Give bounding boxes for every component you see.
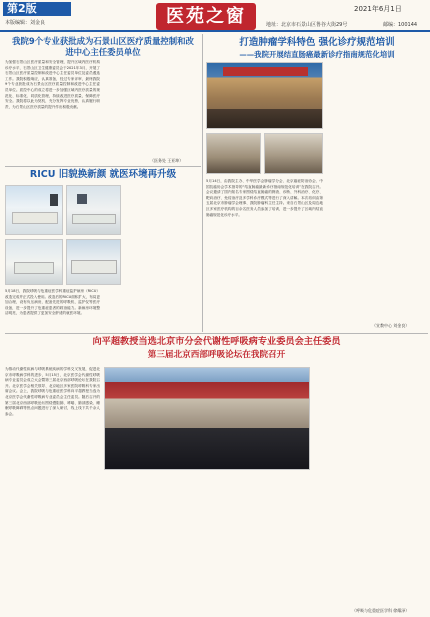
ricu-ward-photo-1	[5, 185, 63, 235]
article3-sidebar-text	[327, 62, 428, 242]
postcode: 邮编：100144	[383, 22, 418, 28]
article4-subtitle-text: 第三届北京西部呼吸论坛在我院召开	[147, 350, 286, 360]
article1-body: 为加强石景山区医疗质量和安全管理，提升区域内医疗机构诊疗水平，石景山区卫生健康委员会于2021年3月，开展了石景山区医疗质量控制和改进中心主任委员单位及委员遴选工作。我院积极响应，认真准备，经过专家评审，最终我院9个专业获批成为石景山区医疗质量控制和改进中心主任委员单位。质控中心的成立将进一步加强区域内医疗质量的规范化、标准化、同质化管理，持续改进医疗质量，保障医疗安全。我院将以此为契机，充分发挥专业优势，认真履行职责，为石景山区医疗质量的提升作出积极贡献。	[5, 60, 100, 109]
section-divider	[5, 333, 428, 334]
issue-date: 2021年6月1日	[354, 5, 402, 13]
article4-title-text: 向平超教授当选北京市分会代谢性呼吸病专业委员会主任委员	[92, 336, 341, 347]
masthead-title-text: 医苑之窗	[166, 6, 246, 27]
article2-body-col2	[104, 289, 201, 329]
masthead-rule	[0, 30, 430, 32]
ricu-ward-photo-3	[5, 239, 63, 285]
article4-body: 为推动代谢性疾病与呼吸系统疾病的学科交叉发展，促进北京市呼吸病学科的进步，5月15日，北京医学会代谢性呼吸病专业委员会成立大会暨第三届北京西部呼吸论坛在我院召开。北京医学会相关领导、北京地区多家医院呼吸科专家出席会议。会上，我院呼吸与危重症医学科向平超教授当选为北京医学会代谢性呼吸病专业委员会主任委员。随后召开的第三届北京西部呼吸论坛围绕慢阻肺、哮喘、肺部感染、睡眠呼吸障碍等热点问题进行了深入研讨，线上线下共千余人参会。	[5, 367, 100, 416]
article4-body-col2	[104, 474, 204, 612]
column-divider	[202, 34, 203, 332]
article2-title	[10, 168, 196, 182]
article2-body: 5月18日，我院呼吸与危重症医学科重症监护病房（RICU）改造完成并正式投入使用。改造后的RICU面积扩大，布局更加合理，设有负压病房，配备先进的呼吸机、监护仪等医疗设备，进一步提升了危重症患者的救治能力。新病房环境整洁明亮，为患者提供了更加安全舒适的就医环境。	[5, 289, 100, 316]
training-venue-photo	[206, 62, 323, 129]
article1-body-col2	[104, 60, 199, 153]
forum-group-photo	[104, 367, 310, 470]
ricu-ward-photo-2	[66, 185, 121, 235]
article1-title	[10, 36, 196, 58]
article3-title-text: 打造肿瘤学科特色 强化诊疗规范培训	[239, 37, 395, 48]
article4-subtitle	[5, 349, 428, 361]
article3-subtitle	[206, 50, 428, 60]
article3-byline: （宣教中心 刘金良）	[372, 323, 410, 328]
article4-title	[5, 335, 428, 348]
article3-body-col2	[327, 245, 428, 323]
divider	[5, 166, 201, 167]
page-label: 第2版	[7, 2, 37, 15]
article4-body-col3	[208, 474, 310, 612]
address: 地址：北京市石景山区鲁谷大街29号	[266, 22, 348, 28]
article2-body-right	[124, 185, 201, 285]
page-label-badge	[3, 2, 71, 16]
article1-title-text: 我院9个专业获批成为石景山区医疗质量控制和改进中心主任委员单位	[12, 36, 194, 57]
masthead	[0, 0, 430, 33]
masthead-title	[156, 3, 256, 30]
article3-body: 5月14日，由我院主办、中华医学会肿瘤学分会、北京癌症防治协会、中国抗癌协会学术指导的“结直肠癌最新诊疗指南规范化培训”在我院召开。会议邀请了国内知名专家围绕结直肠癌的筛查、诊断、外科治疗、化疗、靶向治疗、免疫治疗及多学科诊疗模式等进行了深入讲解。本次培训由第五届北京市肿瘤学会理事、我院肿瘤科主任主持。来自石景山区及周边地区多家医疗机构的百余名医务人员参加了培训，进一步提升了区域内结直肠癌规范化诊疗水平。	[206, 179, 323, 217]
article2-title-text: RICU 旧貌换新颜 就医环境再升级	[29, 169, 177, 180]
article1-byline: （医务处 王亚坤）	[150, 158, 184, 163]
lecture-speaker-photo	[264, 133, 323, 174]
article4-byline: （呼吸与危重症医学科 徐耀泽）	[352, 608, 410, 613]
article4-body-col4	[314, 367, 428, 607]
lecture-audience-photo	[206, 133, 261, 174]
article3-title	[206, 36, 428, 49]
ricu-ward-photo-4	[66, 239, 121, 285]
editor-label: 本版编辑：刘金良	[5, 20, 46, 26]
article3-subtitle-text: ——我院开展结直肠癌最新诊疗指南规范化培训	[239, 50, 395, 59]
